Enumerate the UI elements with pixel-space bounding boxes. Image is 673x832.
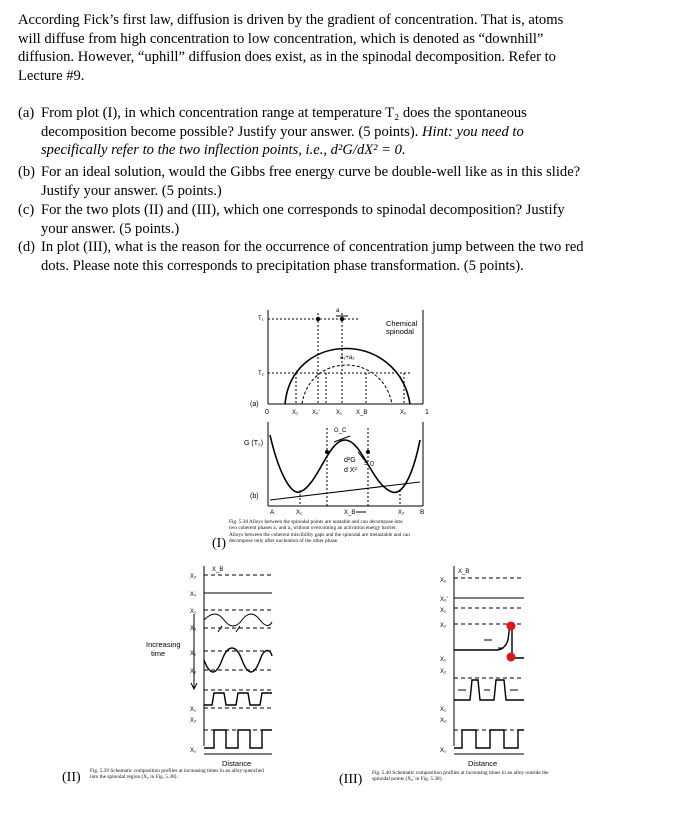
panel-a-label: (a) <box>250 401 259 408</box>
label-x1: X₁ <box>292 410 299 416</box>
caption-line: Fig. 5.38 Alloys between the spinodal points are unstable and can decompose into <box>229 519 403 525</box>
label-x1: X₁ <box>440 707 447 713</box>
label-x2: X₂ <box>190 669 197 675</box>
composition-profile <box>204 730 272 748</box>
axis-x1-label: X₁ <box>296 510 303 516</box>
caption-line: two coherent phases a₁ and a₂ without overcoming an activation energy barrier. <box>229 525 397 532</box>
label-spinodal: spinodal <box>386 327 414 336</box>
label-x2: X₂ <box>440 623 447 629</box>
label-x1: X₁ <box>190 609 197 615</box>
label-x2: X₂ <box>190 626 197 632</box>
question-text: decomposition become possible? Justify your answer. (5 points). <box>41 123 419 140</box>
label-x1b: X₁ <box>336 410 343 416</box>
red-dot-upper <box>507 622 516 631</box>
label-x2: X₂ <box>400 410 407 416</box>
axis-b-label: B <box>420 509 425 516</box>
caption-line: spinodal points (X₀' in Fig. 5.38). <box>372 776 443 783</box>
caption-line: Fig. 5.40 Schematic composition profiles at increasing times in an alloy outside the <box>372 770 549 776</box>
question-text: For an ideal solution, would the Gibbs free energy curve be double-well like as in this slide? <box>41 164 581 180</box>
label-gc: G_C <box>334 428 347 434</box>
question-text: In plot (III), what is the reason for the occurrence of concentration jump between the two red <box>41 239 584 255</box>
axis-a-label: A <box>270 509 275 516</box>
label-x0: X₀' <box>440 597 448 603</box>
composition-profile <box>454 730 524 748</box>
label-x0: X₀' <box>312 410 320 416</box>
question-text: dots. Please note this corresponds to precipitation phase transformation. (5 points). <box>41 257 524 274</box>
question-text: From plot (I), in which concentration range at temperature T₂ does the spontaneous <box>41 105 527 121</box>
label-x1: X₁ <box>440 657 447 663</box>
label-d2g: d²G <box>344 457 356 464</box>
red-dot-lower <box>507 653 516 662</box>
label-distance: Distance <box>468 759 498 768</box>
label-xb: X_B <box>458 569 470 575</box>
label-a: a <box>336 308 340 314</box>
caption-line: Alloys between the coherent miscibility gaps and the spinodal are metastable and can <box>229 531 410 538</box>
figure-3-roman: (III) <box>339 772 363 787</box>
label-x1: X₁ <box>190 651 197 657</box>
label-x2: X₂ <box>190 574 197 580</box>
label-distance: Distance <box>222 759 252 768</box>
caption-line: decompose only after nucleation of the other phase. <box>229 538 339 545</box>
question-label: (a) <box>18 105 35 121</box>
intro-line: diffusion. However, “uphill” diffusion does exist, as in the spinodal decomposition. Refer to <box>18 49 556 65</box>
label-x2: X₂ <box>440 718 447 724</box>
label-x1: X₁ <box>440 608 447 614</box>
composition-profile <box>204 693 272 705</box>
intro-line: According Fick’s first law, diffusion is driven by the gradient of concentration. That is, atoms <box>18 12 564 28</box>
question-label: (c) <box>18 202 35 218</box>
intro-line: Lecture #9. <box>18 67 85 84</box>
hint-text: Hint: you need to <box>422 123 524 140</box>
label-dx2: d X² <box>344 467 357 474</box>
question-text: your answer. (5 points.) <box>41 220 180 237</box>
flux-arrow <box>236 626 240 632</box>
label-increasing: Increasing <box>146 640 181 649</box>
hint-text: specifically refer to the two inflection points, i.e., <box>41 142 328 158</box>
label-t2: T₂ <box>258 371 264 377</box>
label-xb: X_B <box>212 567 224 573</box>
question-label: (b) <box>18 164 36 180</box>
label-time: time <box>151 649 166 658</box>
inflection-formula: d²G/dX² = 0. <box>330 142 406 158</box>
label-one: 1 <box>425 409 429 416</box>
question-text: For the two plots (II) and (III), which one corresponds to spinodal decomposition? Justify <box>41 202 565 218</box>
figure-2-roman: (II) <box>62 770 81 785</box>
composition-profile <box>204 614 272 626</box>
label-x0: X₀ <box>190 592 197 598</box>
axis-xb-label: X_B <box>344 510 356 516</box>
label-a1a2: a₁+a₂ <box>340 355 355 361</box>
axis-x2-label: X₂ <box>398 510 405 516</box>
caption-line: into the spinodal region (X₀ in Fig. 5.38). <box>90 774 178 781</box>
question-text: Justify your answer. (5 points.) <box>41 182 222 199</box>
panel-b-label: (b) <box>250 493 259 500</box>
label-x1: X₁ <box>190 748 197 754</box>
figure-1-roman: (I) <box>212 536 226 551</box>
label-x1: X₁ <box>190 707 197 713</box>
label-xb: X_B <box>356 410 368 416</box>
label-eq0: = 0 <box>364 461 374 468</box>
question-label: (d) <box>18 239 36 255</box>
label-x2: X₂ <box>440 578 447 584</box>
label-x2: X₂ <box>440 669 447 675</box>
composition-profile <box>204 648 272 672</box>
label-g-t2: G (T₂) <box>244 440 264 447</box>
label-t1: T₁ <box>258 316 264 322</box>
label-chemical: Chemical <box>386 319 418 328</box>
figure-2-caption <box>90 768 330 781</box>
caption-line: Fig. 5.39 Schematic composition profiles at increasing times in an alloy quenched <box>90 768 264 774</box>
label-x1: X₁ <box>440 748 447 754</box>
label-x2: X₂ <box>190 718 197 724</box>
intro-line: will diffuse from high concentration to low concentration, which is denoted as “downhill” <box>18 30 544 47</box>
label-zero: 0 <box>265 409 269 416</box>
figure-3-caption <box>372 770 608 783</box>
flux-arrow <box>218 626 222 632</box>
